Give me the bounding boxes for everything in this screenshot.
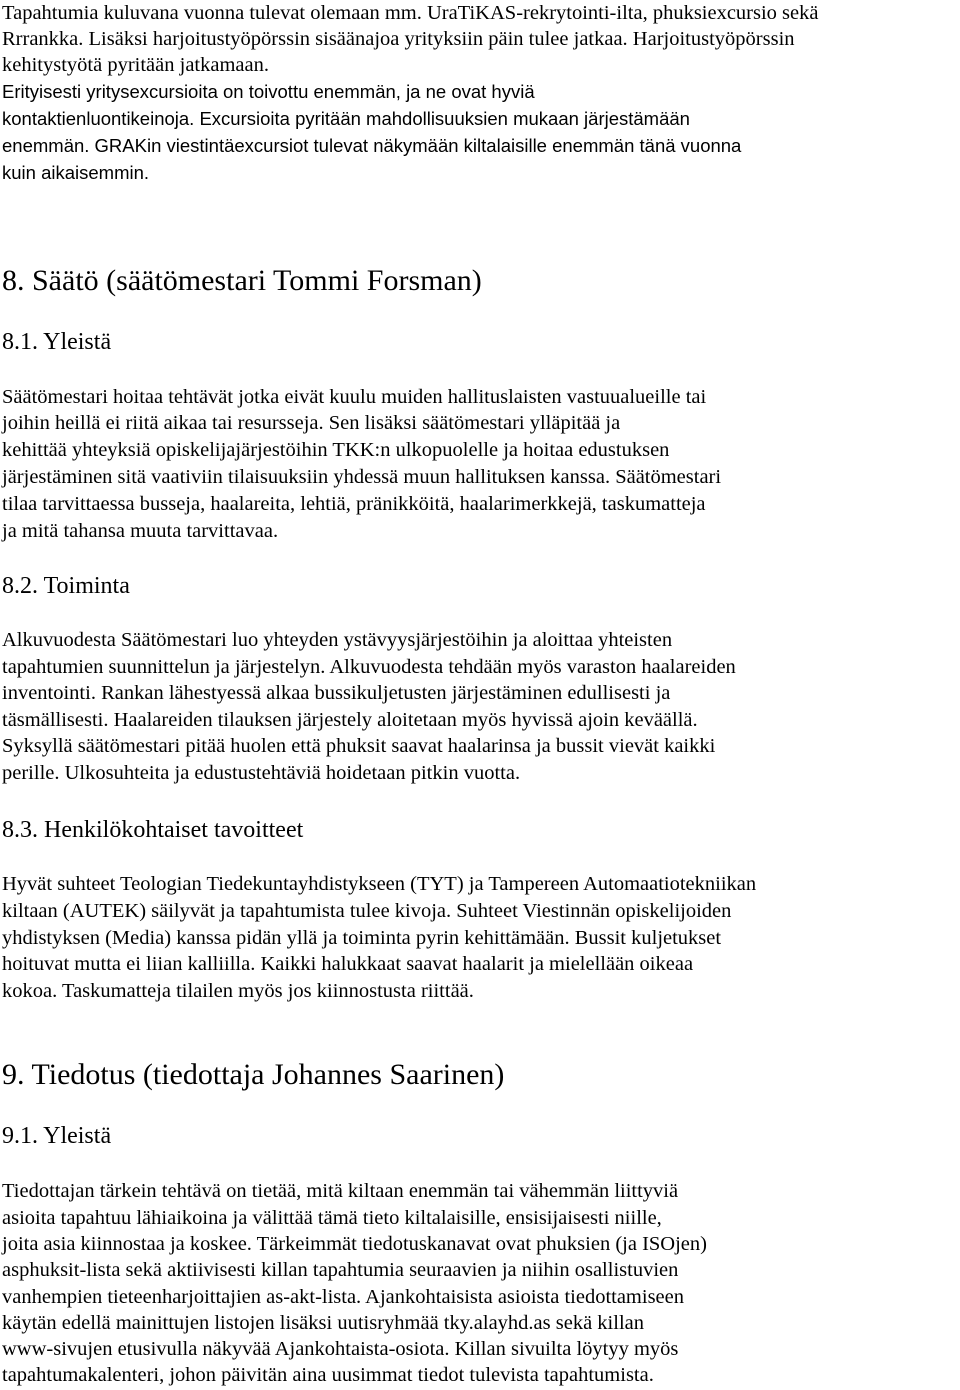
subsection-heading: 9.1. Yleistä [2, 1123, 112, 1149]
text-line: kehitystyötä pyritään jatkamaan. [2, 54, 269, 76]
text-line: käytän edellä mainittujen listojen lisäksi uutisryhmää tky.alayhd.as sekä killan [2, 1312, 644, 1334]
text-line: tapahtumakalenteri, johon päivitän aina uusimmat tiedot tulevista tapahtumista. [2, 1364, 654, 1386]
text-line: ja mitä tahansa muuta tarvittavaa. [2, 520, 279, 542]
text-line: tilaa tarvittaessa busseja, haalareita, lehtiä, pränikköitä, haalarimerkkejä, taskumatteja [2, 493, 706, 515]
text-line: kokoa. Taskumatteja tilailen myös jos kiinnostusta riittää. [2, 980, 474, 1002]
text-line: kuin aikaisemmin. [2, 162, 150, 183]
text-line: enemmän. GRAKin viestintäexcursiot tulevat näkymään kiltalaisille enemmän tänä vuonna [2, 135, 742, 156]
subsection-heading: 8.2. Toiminta [2, 573, 130, 599]
text-line: Syksyllä säätömestari pitää huolen että phuksit saavat haalarinsa ja bussit vievät kaikki [2, 735, 716, 757]
text-line: joihin heillä ei riitä aikaa tai resursseja. Sen lisäksi säätömestari ylläpitää ja [2, 412, 621, 434]
text-line: www-sivujen etusivulla näkyvää Ajankohtaista-osiota. Killan sivuilta löytyy myös [2, 1338, 679, 1360]
text-line: vanhempien tieteenharjoittajien as-akt-lista. Ajankohtaisista asioista tiedottamiseen [2, 1286, 684, 1308]
text-line: kontaktienluontikeinoja. Excursioita pyritään mahdollisuuksien mukaan järjestämään [2, 108, 690, 129]
text-line: asphuksit-lista sekä aktiivisesti killan tapahtumia seuraavien ja niihin osallistuvien [2, 1259, 679, 1281]
text-line: asioita tapahtuu lähiaikoina ja välittää tämä tieto kiltalaisille, ensisijaisesti niille, [2, 1207, 662, 1229]
text-line: Erityisesti yritysexcursioita on toivottu enemmän, ja ne ovat hyviä [2, 81, 535, 102]
text-line: tapahtumien suunnittelun ja järjestelyn. Alkuvuodesta tehdään myös varaston haalareiden [2, 656, 736, 678]
text-line: täsmällisesti. Haalareiden tilauksen järjestely aloitetaan myös hyvissä ajoin keväällä. [2, 709, 698, 731]
text-line: yhdistyksen (Media) kanssa pidän yllä ja toiminta pyrin kehittämään. Bussit kuljetukset [2, 927, 722, 949]
section-heading: 8. Säätö (säätömestari Tommi Forsman) [2, 264, 482, 297]
text-line: Tiedottajan tärkein tehtävä on tietää, mitä kiltaan enemmän tai vähemmän liittyviä [2, 1180, 679, 1202]
text-line: inventointi. Rankan lähestyessä alkaa bussikuljetusten järjestäminen edullisesti ja [2, 682, 671, 704]
section-heading: 9. Tiedotus (tiedottaja Johannes Saarinen) [2, 1058, 505, 1091]
text-line: Hyvät suhteet Teologian Tiedekuntayhdistykseen (TYT) ja Tampereen Automaatiotekniikan [2, 873, 757, 895]
text-line: Rrrankka. Lisäksi harjoitustyöpörssin sisäänajoa yrityksiin päin tulee jatkaa. Harjoitustyöpörssin [2, 28, 795, 50]
subsection-heading: 8.3. Henkilökohtaiset tavoitteet [2, 817, 304, 843]
text-line: kiltaan (AUTEK) säilyvät ja tapahtumista tulee kivoja. Suhteet Viestinnän opiskelijoiden [2, 900, 732, 922]
text-line: kehittää yhteyksiä opiskelijajärjestöihin TKK:n ulkopuolelle ja hoitaa edustuksen [2, 439, 670, 461]
text-line: järjestäminen sitä vaativiin tilaisuuksiin yhdessä muun hallituksen kanssa. Säätömestari [2, 466, 722, 488]
text-line: joita asia kiinnostaa ja koskee. Tärkeimmät tiedotuskanavat ovat phuksien (ja ISOjen) [2, 1233, 707, 1255]
text-line: Alkuvuodesta Säätömestari luo yhteyden ystävyysjärjestöihin ja aloittaa yhteisten [2, 629, 673, 651]
text-line: Säätömestari hoitaa tehtävät jotka eivät kuulu muiden hallituslaisten vastuualueille tai [2, 386, 707, 408]
text-line: Tapahtumia kuluvana vuonna tulevat olemaan mm. UraTiKAS-rekrytointi-ilta, phuksiexcursio sekä [2, 2, 819, 24]
subsection-heading: 8.1. Yleistä [2, 329, 112, 355]
text-line: perille. Ulkosuhteita ja edustustehtäviä hoidetaan pitkin vuotta. [2, 762, 521, 784]
text-line: hoituvat mutta ei liian kalliilla. Kaikki halukkaat saavat haalarit ja mielellään oikeaa [2, 953, 694, 975]
